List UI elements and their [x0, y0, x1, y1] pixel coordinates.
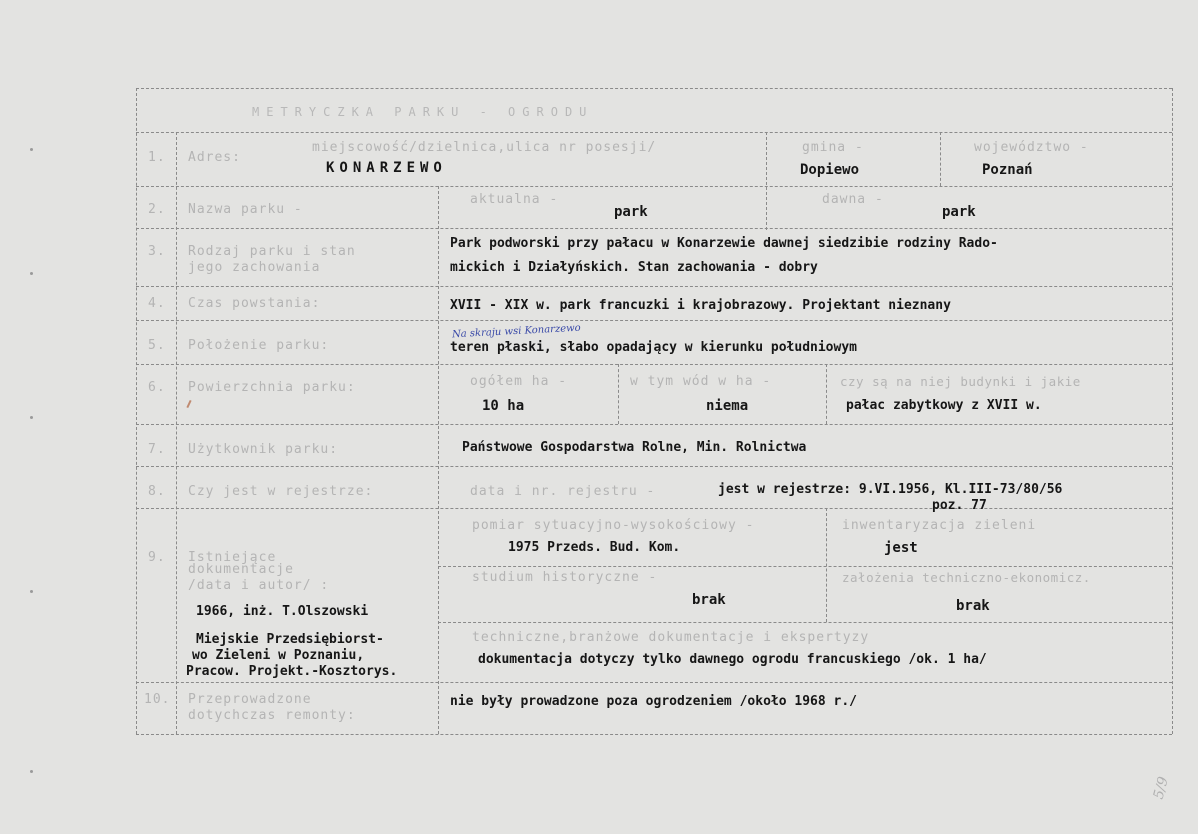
total-area-label: ogółem ha -	[470, 374, 568, 389]
punch-mark	[30, 272, 33, 275]
corner-mark: 5/9	[1150, 775, 1172, 801]
row-number: 7.	[148, 442, 166, 457]
former-name-label: dawna -	[822, 192, 884, 207]
history-study-label: studium historyczne -	[472, 570, 658, 585]
former-name-value: park	[942, 204, 976, 220]
punch-mark	[30, 416, 33, 419]
park-type-value: mickich i Działyńskich. Stan zachowania - dobry	[450, 260, 818, 275]
buildings-label: czy są na niej budynki i jakie	[840, 374, 1081, 389]
form-title: METRYCZKA PARKU - OGRODU	[252, 105, 594, 119]
documentation-author: Pracow. Projekt.-Kosztorys.	[186, 664, 398, 679]
row-number: 4.	[148, 296, 166, 311]
commune-value: Dopiewo	[800, 162, 860, 178]
documentation-author: 1966, inż. T.Olszowski	[196, 604, 369, 619]
total-area-value: 10 ha	[482, 398, 525, 414]
row-number: 8.	[148, 484, 166, 499]
documentation-label: /data i autor/ :	[188, 578, 330, 593]
register-value: jest w rejestrze: 9.VI.1956, Kl.III-73/80/56	[718, 482, 1063, 497]
technical-docs-value: dokumentacja dotyczy tylko dawnego ogrodu francuskiego /ok. 1 ha/	[478, 652, 987, 667]
punch-mark	[30, 590, 33, 593]
park-type-label: Rodzaj parku i stan	[188, 244, 356, 259]
register-label: Czy jest w rejestrze:	[188, 484, 374, 499]
park-type-value: Park podworski przy pałacu w Konarzewie dawnej siedzibie rodziny Rado-	[450, 236, 998, 251]
inventory-label: inwentaryzacja zieleni	[842, 518, 1037, 533]
row-number: 1.	[148, 150, 166, 165]
location-value: teren płaski, słabo opadający w kierunku południowym	[450, 340, 857, 355]
register-position: poz. 77	[932, 498, 987, 513]
history-study-value: brak	[692, 592, 726, 608]
documentation-author: wo Zieleni w Poznaniu,	[192, 648, 365, 663]
address-label: Adres:	[188, 150, 241, 165]
area-label: Powierzchnia parku:	[188, 380, 356, 395]
commune-label: gmina -	[802, 140, 864, 155]
register-number-label: data i nr. rejestru -	[470, 484, 656, 499]
row-number: 2.	[148, 202, 166, 217]
row-number: 10.	[144, 692, 171, 707]
park-name-label: Nazwa parku -	[188, 202, 303, 217]
locality-value: KONARZEWO	[326, 160, 447, 176]
tech-econ-label: założenia techniczno-ekonomicz.	[842, 570, 1091, 585]
renovations-value: nie były prowadzone poza ogrodzeniem /około 1968 r./	[450, 694, 857, 709]
park-type-label: jego zachowania	[188, 260, 321, 275]
pen-mark	[186, 400, 191, 408]
row-number: 3.	[148, 244, 166, 259]
origin-value: XVII - XIX w. park francuzki i krajobrazowy. Projektant nieznany	[450, 298, 951, 313]
row-number: 9.	[148, 550, 166, 565]
tech-econ-value: brak	[956, 598, 990, 614]
renovations-label: dotychczas remonty:	[188, 708, 356, 723]
punch-mark	[30, 770, 33, 773]
user-value: Państwowe Gospodarstwa Rolne, Min. Rolnictwa	[462, 440, 807, 455]
punch-mark	[30, 148, 33, 151]
handwritten-note: Na skraju wsi Konarzewo	[451, 322, 581, 341]
buildings-value: pałac zabytkowy z XVII w.	[846, 398, 1042, 413]
water-area-label: w tym wód w ha -	[630, 374, 772, 389]
technical-docs-label: techniczne,branżowe dokumentacje i ekspertyzy	[472, 630, 870, 645]
row-number: 6.	[148, 380, 166, 395]
inventory-value: jest	[884, 540, 918, 556]
park-record-form	[136, 88, 1172, 734]
documentation-author: Miejskie Przedsiębiorst-	[196, 632, 384, 647]
current-name-label: aktualna -	[470, 192, 559, 207]
documentation-label: dokumentacje	[188, 562, 294, 577]
documentation-label: Istniejące	[188, 550, 277, 565]
locality-label: miejscowość/dzielnica,ulica nr posesji/	[312, 140, 657, 155]
survey-value: 1975 Przeds. Bud. Kom.	[508, 540, 681, 555]
origin-label: Czas powstania:	[188, 296, 321, 311]
voivodeship-value: Poznań	[982, 162, 1033, 178]
voivodeship-label: województwo -	[974, 140, 1089, 155]
user-label: Użytkownik parku:	[188, 442, 339, 457]
current-name-value: park	[614, 204, 648, 220]
renovations-label: Przeprowadzone	[188, 692, 312, 707]
location-label: Położenie parku:	[188, 338, 330, 353]
survey-label: pomiar sytuacyjno-wysokościowy -	[472, 518, 755, 533]
row-number: 5.	[148, 338, 166, 353]
water-area-value: niema	[706, 398, 749, 414]
